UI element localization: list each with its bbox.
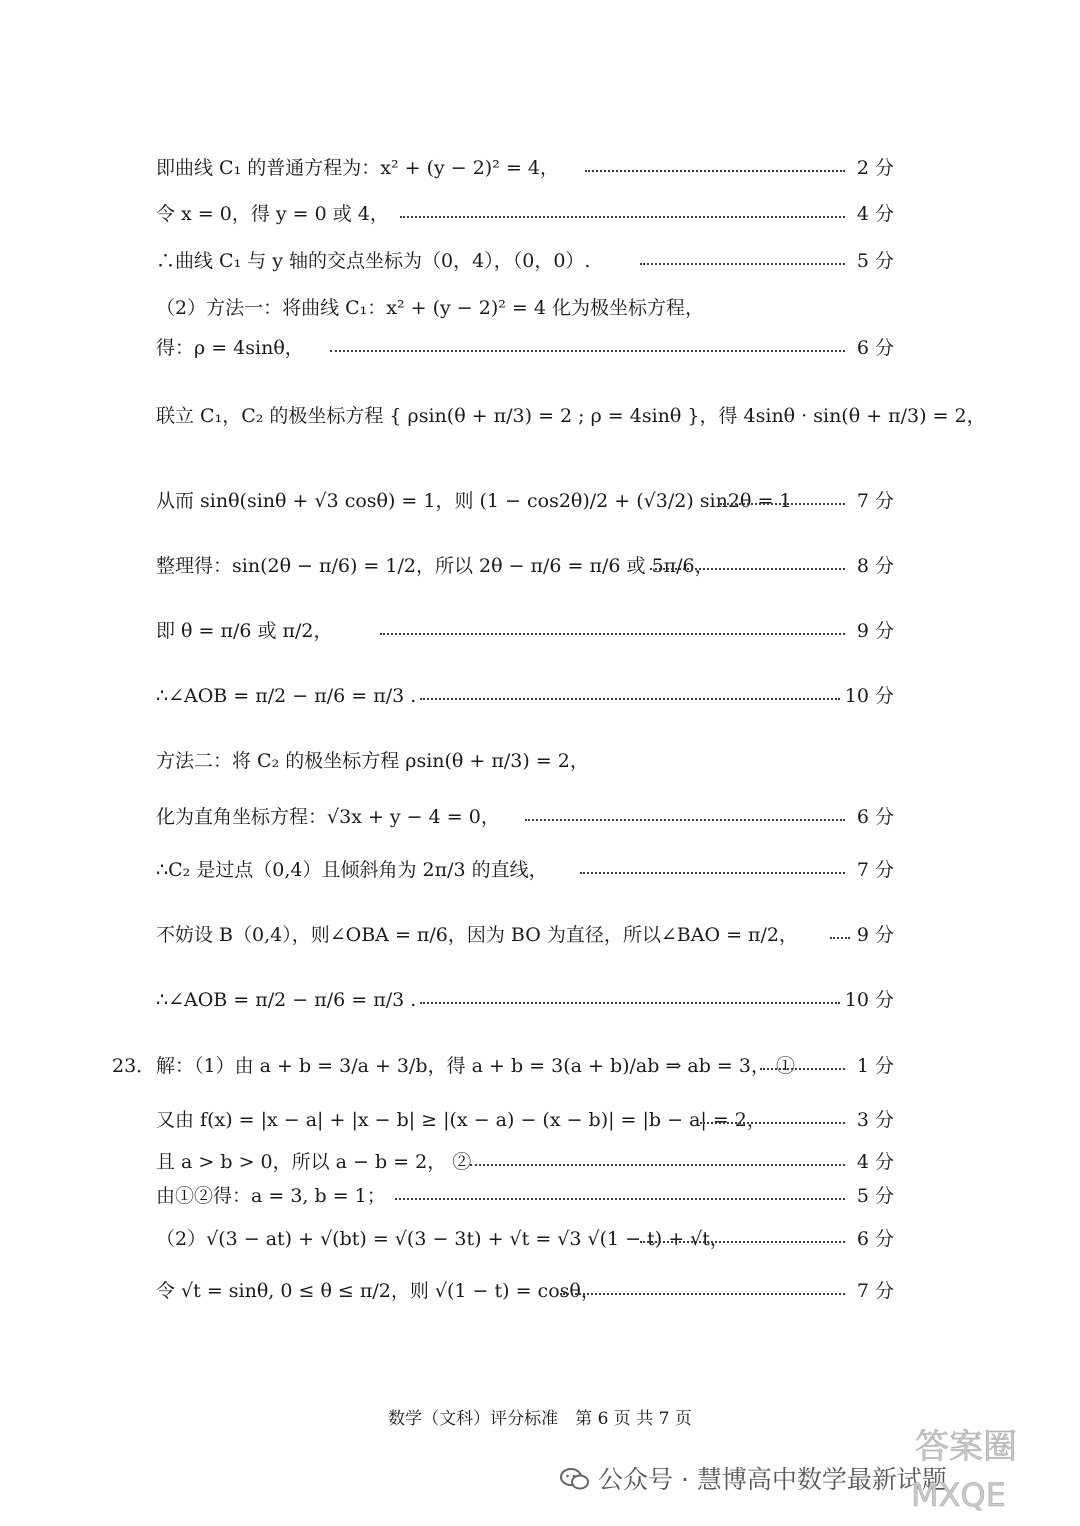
dot-leader [400, 216, 845, 218]
line-text: ∴曲线 C₁ 与 y 轴的交点坐标为（0，4），（0，0）. [156, 250, 591, 272]
score: 6 分 [856, 1228, 894, 1250]
score: 6 分 [856, 337, 894, 359]
line-text: 解：（1）由 a + b = 3/a + 3/b，得 a + b = 3(a + b)/ab ⇒ ab = 3， ① [156, 1055, 796, 1077]
line-text: 即 θ = π/6 或 π/2， [156, 620, 333, 642]
dot-leader [760, 1068, 845, 1070]
dot-leader [830, 937, 850, 939]
score: 5 分 [856, 250, 894, 272]
score: 9 分 [856, 620, 894, 642]
dot-leader [420, 1002, 840, 1004]
score: 8 分 [856, 555, 894, 577]
svg-text:答案圈: 答案圈 [915, 1427, 1017, 1467]
dot-leader [585, 170, 845, 172]
watermark-text: 公众号 · 慧博高中数学最新试题 [598, 1465, 947, 1494]
score: 9 分 [856, 924, 894, 946]
line-text: ∴C₂ 是过点（0,4）且倾斜角为 2π/3 的直线， [156, 859, 548, 881]
wechat-icon [560, 1467, 590, 1489]
dot-leader [380, 633, 845, 635]
dot-leader [525, 819, 845, 821]
dot-leader [640, 1241, 845, 1243]
line-text: 不妨设 B（0,4），则∠OBA = π/6，因为 BO 为直径，所以∠BAO = π/2， [156, 924, 799, 946]
score: 7 分 [856, 490, 894, 512]
line-text: 由①②得：a = 3, b = 1； [156, 1185, 386, 1207]
line-text: 化为直角坐标方程：√3x + y − 4 = 0， [156, 806, 500, 828]
line-text: 令 x = 0，得 y = 0 或 4， [156, 203, 389, 225]
score: 5 分 [856, 1185, 894, 1207]
line-text: ∴∠AOB = π/2 − π/6 = π/3 . [156, 989, 417, 1011]
watermark [560, 1460, 947, 1496]
line-text: 又由 f(x) = |x − a| + |x − b| ≥ |(x − a) − (x − b)| = |b − a| = 2， [156, 1109, 766, 1131]
site-stamp [905, 1420, 1055, 1520]
line-text: 联立 C₁，C₂ 的极坐标方程 { ρsin(θ + π/3) = 2 ; ρ = 4sinθ }，得 4sinθ · sin(θ + π/3) = 2， [156, 405, 986, 427]
score: 7 分 [856, 1280, 894, 1302]
line-text: （2）方法一：将曲线 C₁：x² + (y − 2)² = 4 化为极坐标方程， [156, 297, 705, 319]
dot-leader [470, 1164, 845, 1166]
line-text: （2）√(3 − at) + √(bt) = √(3 − 3t) + √t = √3 √(1 − t) + √t， [156, 1228, 729, 1250]
score: 4 分 [856, 203, 894, 225]
line-text: ∴∠AOB = π/2 − π/6 = π/3 . [156, 685, 417, 707]
svg-text:MXQE: MXQE [911, 1476, 1006, 1514]
line-text: 从而 sinθ(sinθ + √3 cosθ) = 1，则 (1 − cos2θ)/2 + (√3/2) sin2θ = 1 [156, 490, 792, 512]
dot-leader [395, 1198, 845, 1200]
score: 2 分 [856, 157, 894, 179]
line-text: 即曲线 C₁ 的普通方程为：x² + (y − 2)² = 4， [156, 157, 559, 179]
dot-leader [420, 698, 840, 700]
score: 10 分 [844, 989, 894, 1011]
score: 1 分 [856, 1055, 894, 1077]
line-text: 得：ρ = 4sinθ， [156, 337, 304, 359]
score: 4 分 [856, 1151, 894, 1173]
dot-leader [330, 350, 845, 352]
line-text: 整理得：sin(2θ − π/6) = 1/2，所以 2θ − π/6 = π/6 或 5π/6， [156, 555, 714, 577]
question-number: 23． [112, 1055, 156, 1077]
line-text: 令 √t = sinθ, 0 ≤ θ ≤ π/2，则 √(1 − t) = cosθ， [156, 1280, 600, 1302]
dot-leader [640, 263, 845, 265]
dot-leader [700, 1122, 845, 1124]
dot-leader [650, 568, 845, 570]
dot-leader [580, 872, 845, 874]
line-text: 方法二：将 C₂ 的极坐标方程 ρsin(θ + π/3) = 2， [156, 750, 589, 772]
score: 10 分 [844, 685, 894, 707]
dot-leader [560, 1293, 845, 1295]
score: 6 分 [856, 806, 894, 828]
dot-leader [720, 503, 845, 505]
page-footer: 数学（文科）评分标准 第 6 页 共 7 页 [388, 1409, 692, 1429]
line-text: 且 a > b > 0，所以 a − b = 2， ② [156, 1151, 472, 1173]
score: 3 分 [856, 1109, 894, 1131]
score: 7 分 [856, 859, 894, 881]
